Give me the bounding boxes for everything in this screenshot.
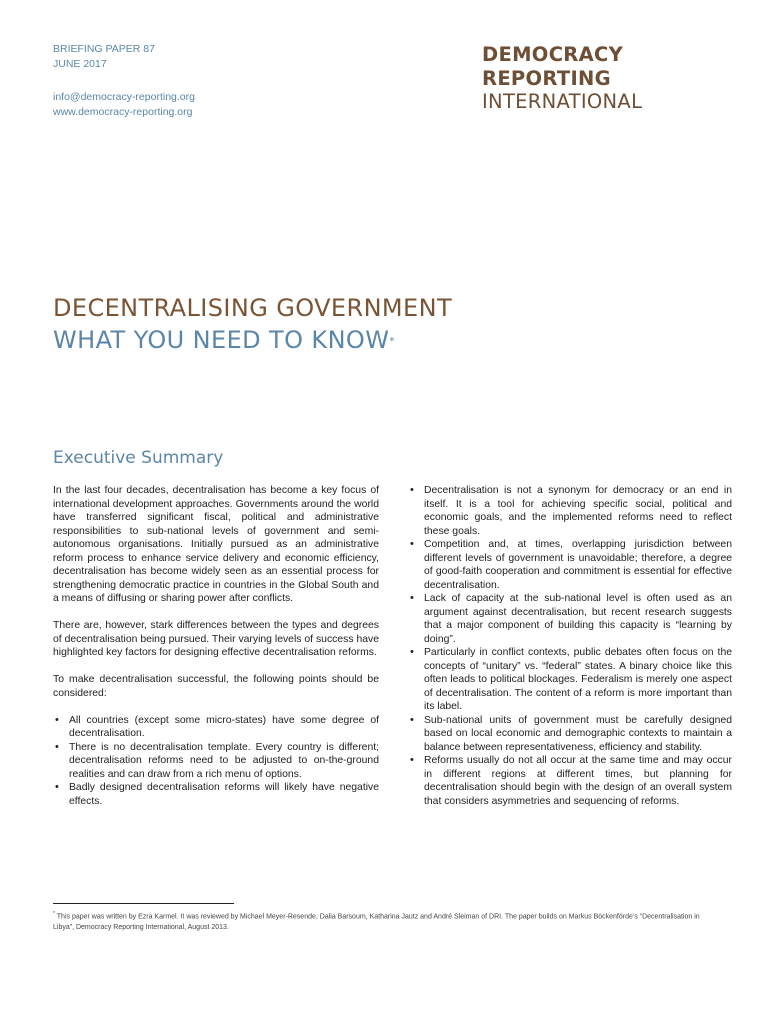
points-intro-paragraph: To make decentralisation successful, the following points should be considered:	[53, 674, 379, 699]
section-heading: Executive Summary	[53, 448, 224, 468]
right-bullet-list	[408, 484, 732, 808]
intro-paragraph: In the last four decades, decentralisation has become a key focus of international development approaches. Governments around the world have transferred significant fiscal, political and administrative responsibilities to sub-national levels of government and semi-autonomous organisations. Initially pursued as an administrative reform process to enhance service delivery and economic efficiency, decentralisation has become widely seen as an essential process for strengthening democratic practice in countries in the Global South and a means of diffusing or sharing power after conflicts.	[53, 485, 379, 604]
list-item: • All countries (except some micro-states) have some degree of decentralisation.	[53, 714, 379, 741]
paper-number: BRIEFING PAPER 87	[53, 43, 155, 55]
contact-email[interactable]: info@democracy-reporting.org	[53, 91, 195, 103]
list-item: • Lack of capacity at the sub-national level is often used as an argument against decentralisation, but recent research suggests that a major component of building this capacity is “learning by doing”.	[408, 592, 732, 646]
footnote-text: This paper was written by Ezra Karmel. It was reviewed by Michael Meyer-Resende, Dalia Barsoum, Katharina Jautz and André Sleiman of DRI. The paper builds on Markus Böckenförde’s “Decentralisation in Libya”, Democracy Reporting International, August 2013.	[53, 913, 700, 932]
logo-line-2: REPORTING	[482, 66, 611, 90]
footnote	[53, 909, 715, 933]
left-column	[53, 484, 379, 808]
list-item: • Decentralisation is not a synonym for democracy or an end in itself. It is a tool for achieving specific social, political and economic goals, and the implemented reforms need to reflect these goals.	[408, 484, 732, 538]
list-item: • Sub-national units of government must be carefully designed based on local economic and demographic contexts to maintain a balance between representativeness, efficiency and stability.	[408, 714, 732, 755]
footnote-divider	[53, 903, 234, 904]
title-line-2-text: WHAT YOU NEED TO KNOW	[53, 326, 390, 354]
title-line-2	[53, 324, 452, 356]
logo-line-1: DEMOCRACY	[482, 43, 624, 66]
website-link[interactable]: www.democracy-reporting.org	[53, 105, 193, 118]
dri-logo	[482, 43, 642, 114]
title-line-1: DECENTRALISING GOVERNMENT	[53, 294, 453, 322]
paper-date: JUNE 2017	[53, 57, 107, 70]
differences-paragraph: There are, however, stark differences between the types and degrees of decentralisation being pursued. Their varying levels of success have highlighted key factors for designing effective decentralisation reforms.	[53, 620, 379, 658]
title-footnote-mark[interactable]: *	[389, 336, 395, 347]
list-item: • There is no decentralisation template. Every country is different; decentralisation reforms need to be adjusted to on-the-ground realities and can draw from a rich menu of options.	[53, 741, 379, 782]
footnote-mark: *	[53, 911, 55, 917]
page-title	[53, 292, 452, 356]
paper-meta	[53, 42, 195, 119]
list-item: • Particularly in conflict contexts, public debates often focus on the concepts of “unitary” vs. “federal” states. A binary choice like this often leads to political blockages. Federalism is merely one aspect of decentralisation. The content of a reform is more important than its label.	[408, 646, 732, 714]
left-bullet-list	[53, 714, 379, 809]
list-item: • Competition and, at times, overlapping jurisdiction between different levels of government is unavoidable; therefore, a degree of good-faith cooperation and commitment is essential for effective decentralisation.	[408, 538, 732, 592]
list-item: • Badly designed decentralisation reforms will likely have negative effects.	[53, 781, 379, 808]
right-column	[408, 484, 732, 808]
list-item: • Reforms usually do not all occur at the same time and may occur in different regions at different times, but planning for decentralisation should begin with the design of an overall system that considers asymmetries and sequencing of reforms.	[408, 754, 732, 808]
logo-line-3: INTERNATIONAL	[482, 90, 643, 113]
